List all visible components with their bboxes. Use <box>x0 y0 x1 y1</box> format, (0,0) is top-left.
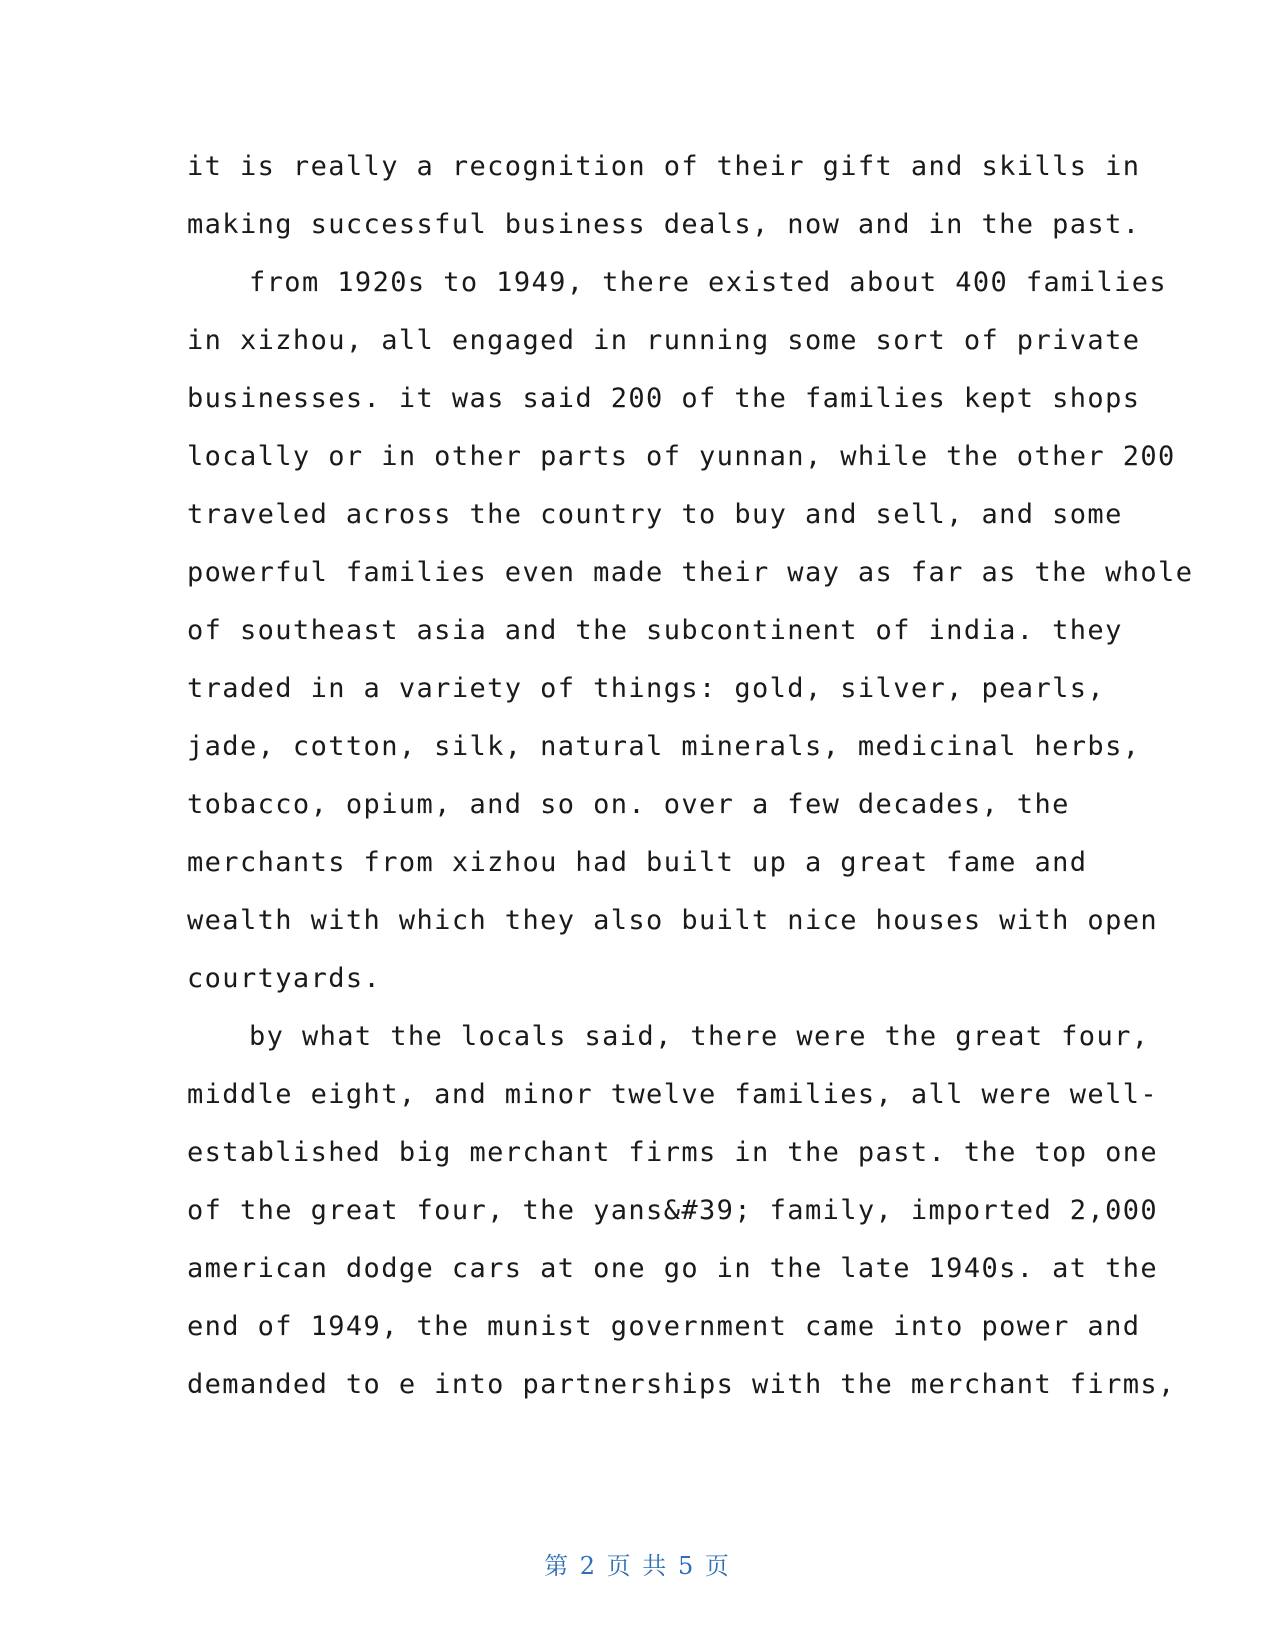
text-line: wealth with which they also built nice houses with open <box>187 905 1159 936</box>
text-line: jade, cotton, silk, natural minerals, medicinal herbs, <box>187 731 1141 762</box>
text-line: american dodge cars at one go in the late 1940s. at the <box>187 1253 1159 1284</box>
text-line: middle eight, and minor twelve families, all were well- <box>187 1079 1159 1110</box>
paragraph-first-line: by what the locals said, there were the great four, <box>249 1021 1150 1052</box>
text-line: end of 1949, the munist government came into power and <box>187 1311 1141 1342</box>
text-line: demanded to e into partnerships with the merchant firms, <box>187 1369 1176 1400</box>
text-line: established big merchant firms in the past. the top one <box>187 1137 1159 1168</box>
text-line: of southeast asia and the subcontinent of india. they <box>187 615 1123 646</box>
paragraph-first-line: from 1920s to 1949, there existed about 400 families <box>249 267 1168 298</box>
text-line: making successful business deals, now and in the past. <box>187 209 1141 240</box>
text-line: traveled across the country to buy and sell, and some <box>187 499 1123 530</box>
text-line: of the great four, the yans&#39; family, imported 2,000 <box>187 1195 1159 1226</box>
text-line: tobacco, opium, and so on. over a few decades, the <box>187 789 1070 820</box>
text-line: courtyards. <box>187 963 382 994</box>
text-line: it is really a recognition of their gift and skills in <box>187 151 1141 182</box>
text-line: powerful families even made their way as far as the whole <box>187 557 1194 588</box>
page-number-footer: 第 2 页 共 5 页 <box>544 1552 731 1580</box>
text-line: in xizhou, all engaged in running some sort of private <box>187 325 1141 356</box>
text-line: locally or in other parts of yunnan, while the other 200 <box>187 441 1176 472</box>
text-line: businesses. it was said 200 of the families kept shops <box>187 383 1141 414</box>
text-line: traded in a variety of things: gold, silver, pearls, <box>187 673 1106 704</box>
text-line: merchants from xizhou had built up a great fame and <box>187 847 1088 878</box>
